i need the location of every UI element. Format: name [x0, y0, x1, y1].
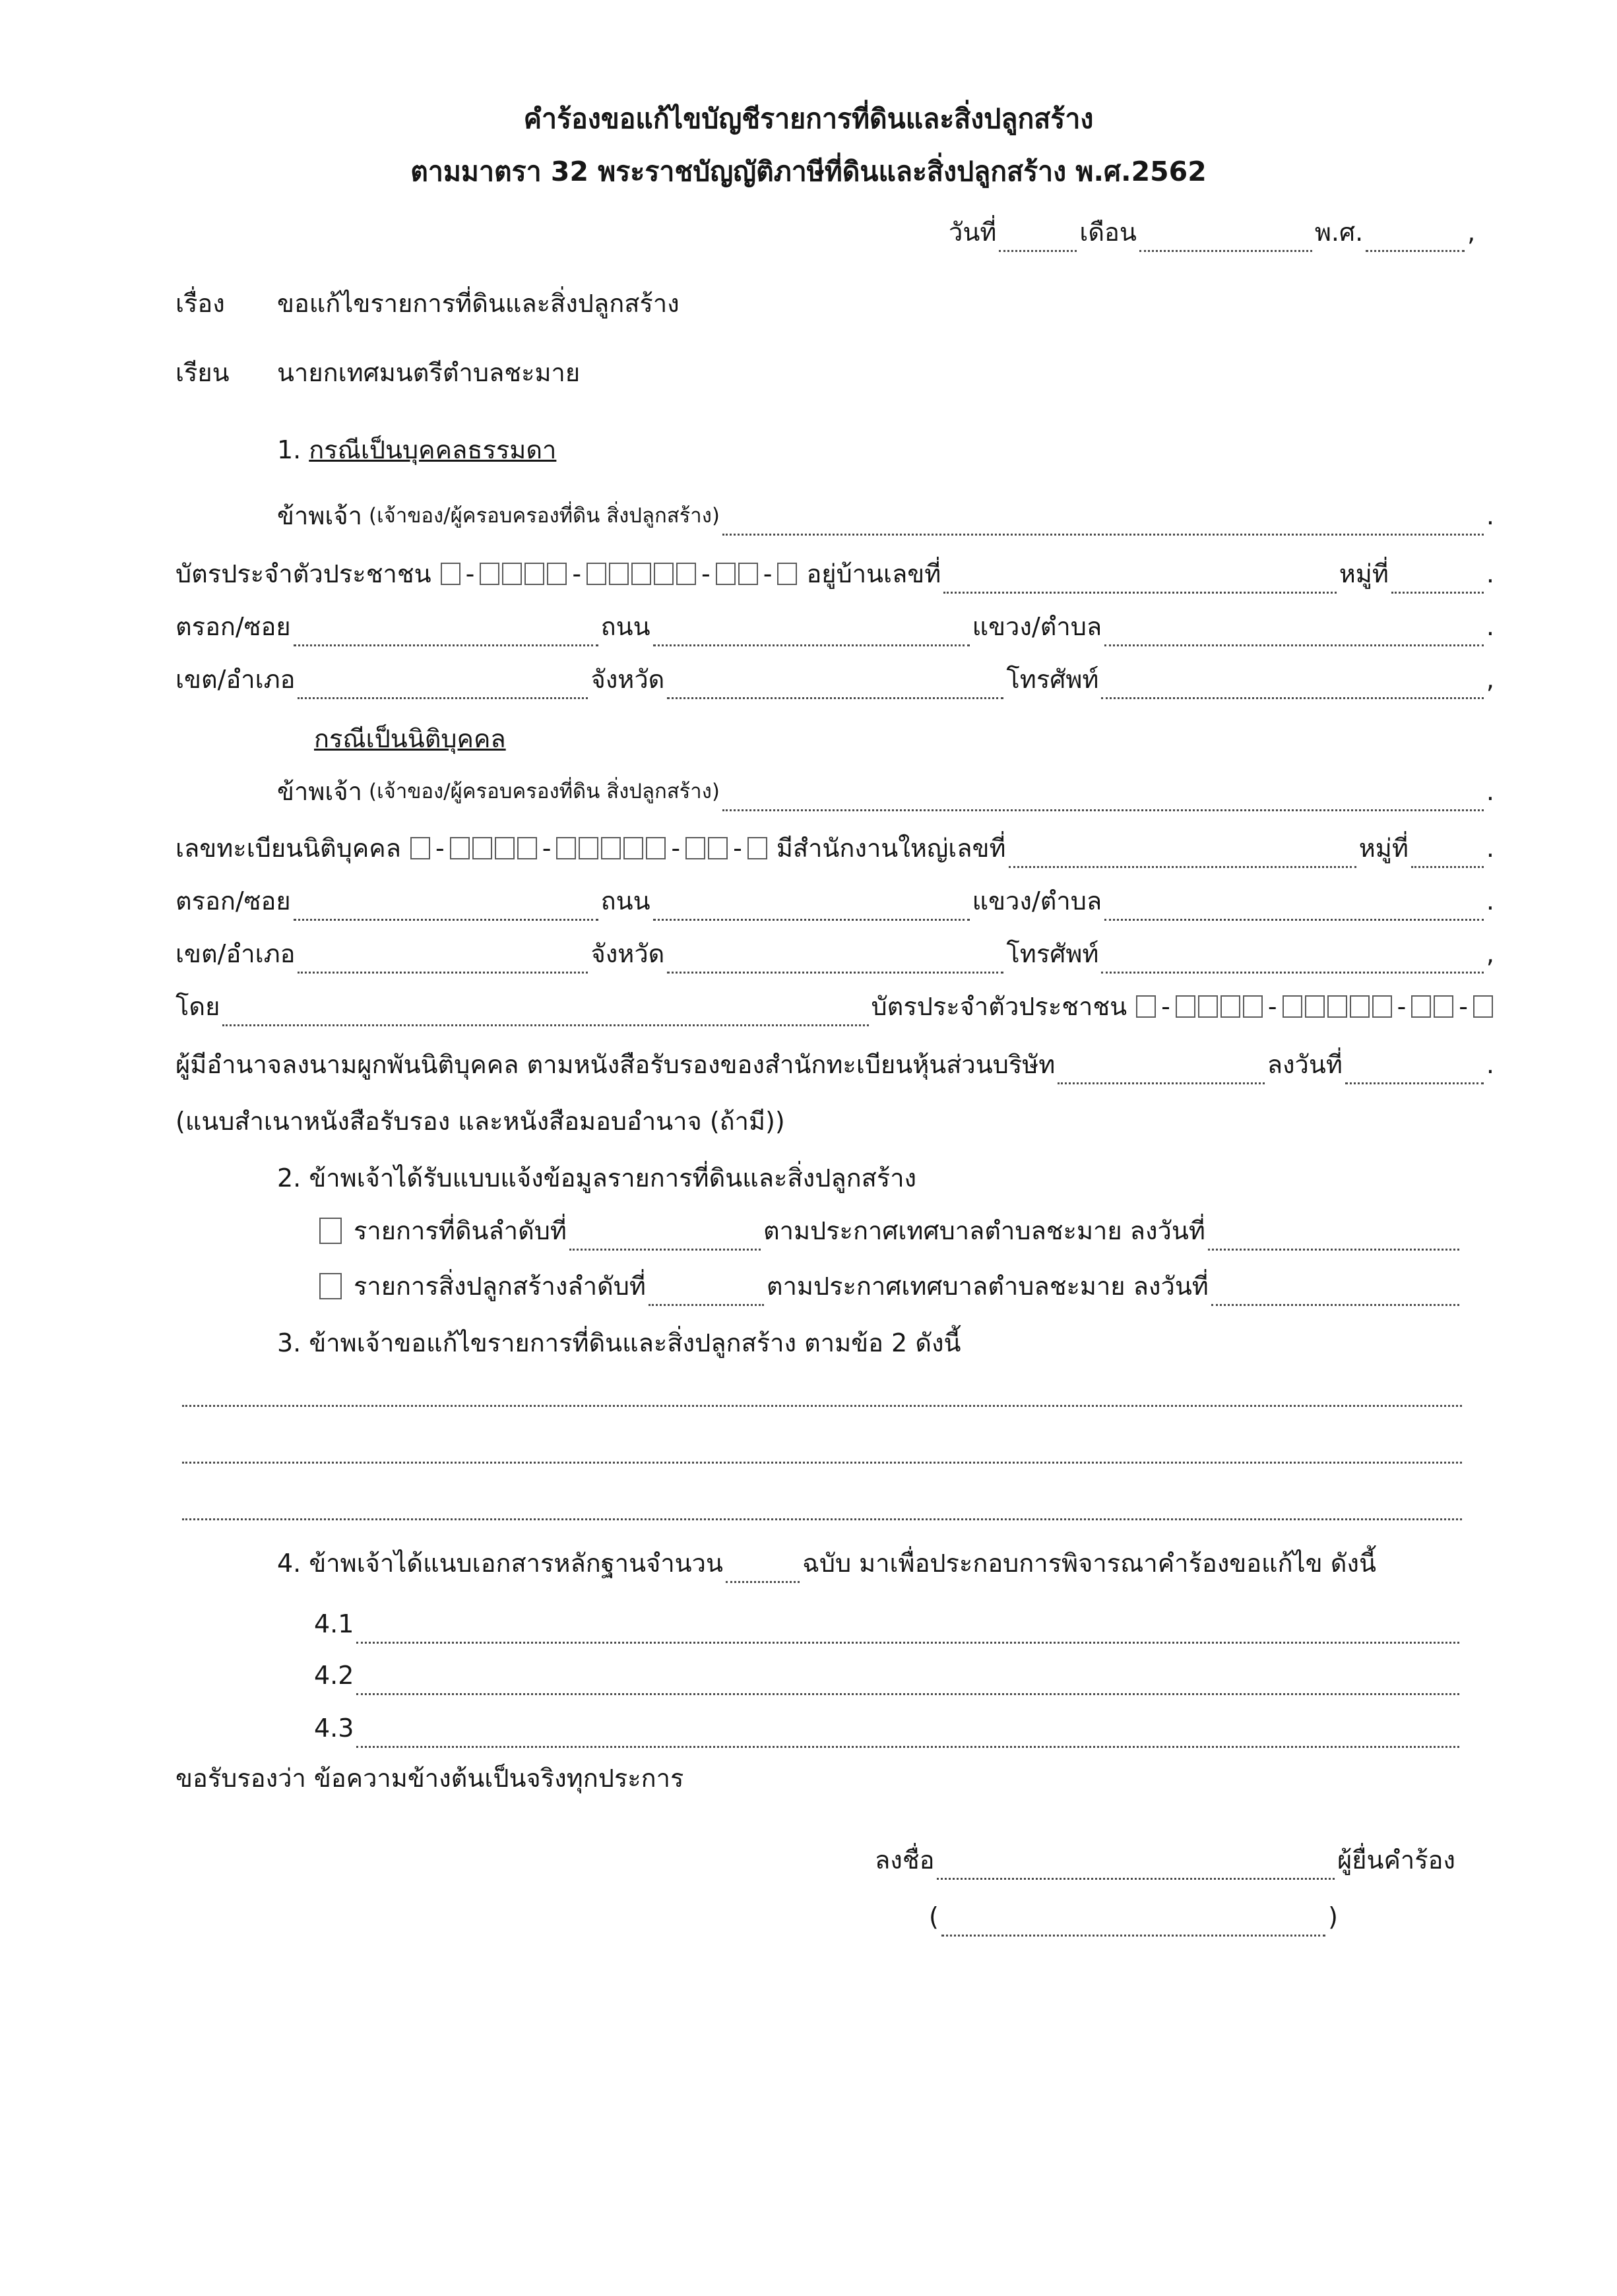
form-title-line1: คำร้องขอแก้ไขบัญชีรายการที่ดินและสิ่งปลูกสร้าง — [523, 103, 1094, 135]
juristic-district-line — [175, 934, 1494, 974]
section3-line-1[interactable] — [182, 1405, 1462, 1407]
juristic-reg-boxes[interactable]: - - - - — [409, 828, 769, 868]
natural-soi-line — [175, 607, 1494, 646]
juristic-applicant-line — [277, 772, 1494, 811]
subject-text: ขอแก้ไขรายการที่ดินและสิ่งปลูกสร้าง — [277, 289, 680, 318]
natural-applicant-note: (เจ้าของ/ผู้ครอบครองที่ดิน สิ่งปลูกสร้าง) — [368, 504, 720, 528]
juristic-heading-text: กรณีเป็นนิติบุคคล — [314, 724, 506, 753]
section2-item-building — [319, 1266, 1462, 1306]
signature-open-paren: ( — [929, 1902, 939, 1931]
natural-province-field[interactable] — [667, 668, 1003, 699]
juristic-applicant-end: . — [1486, 777, 1494, 806]
section4-count-field[interactable] — [726, 1552, 800, 1583]
building-item-announcement: ตามประกาศเทศบาลตำบลชะมาย ลงวันที่ — [766, 1272, 1209, 1301]
month-field[interactable] — [1139, 221, 1312, 252]
juristic-reg-label: เลขทะเบียนนิติบุคคล — [175, 834, 401, 863]
section4-item-3-label: 4.3 — [314, 1714, 354, 1743]
natural-subdistrict-label: แขวง/ตำบล — [972, 612, 1102, 641]
natural-district-line-end: , — [1486, 665, 1494, 694]
year-label: พ.ศ. — [1314, 218, 1364, 247]
signature-name-line — [929, 1897, 1338, 1937]
juristic-authority-line — [175, 1045, 1494, 1084]
subject-label: เรื่อง — [175, 289, 225, 318]
natural-soi-label: ตรอก/ซอย — [175, 612, 291, 641]
juristic-subdistrict-field[interactable] — [1104, 890, 1484, 921]
date-end-comma: , — [1467, 218, 1476, 247]
juristic-moo-field[interactable] — [1411, 837, 1484, 868]
building-item-number-field[interactable] — [649, 1275, 764, 1306]
natural-district-label: เขต/อำเภอ — [175, 665, 296, 694]
natural-soi-field[interactable] — [294, 615, 598, 646]
natural-district-line — [175, 660, 1494, 699]
recipient-line — [175, 353, 580, 392]
natural-phone-field[interactable] — [1101, 668, 1483, 699]
signature-name-field[interactable] — [941, 1906, 1325, 1937]
natural-id-boxes[interactable]: - - - - — [439, 554, 799, 594]
section1-number: 1. — [277, 435, 301, 464]
section3-line-3[interactable] — [182, 1518, 1462, 1520]
natural-road-field[interactable] — [653, 615, 970, 646]
natural-applicant-field[interactable] — [722, 505, 1484, 536]
land-item-label: รายการที่ดินลำดับที่ — [354, 1216, 567, 1245]
natural-id-line-end: . — [1486, 559, 1494, 588]
form-title-line2: ตามมาตรา 32 พระราชบัญญัติภาษีที่ดินและสิ่งปลูกสร้าง พ.ศ.2562 — [410, 156, 1207, 187]
signature-line — [875, 1840, 1455, 1880]
building-item-checkbox[interactable] — [319, 1273, 342, 1299]
juristic-reg-line-end: . — [1486, 834, 1494, 863]
juristic-soi-line-end: . — [1486, 886, 1494, 915]
juristic-attach-note — [175, 1101, 785, 1141]
juristic-by-id-label: บัตรประจำตัวประชาชน — [871, 992, 1127, 1021]
natural-id-label: บัตรประจำตัวประชาชน — [175, 559, 431, 588]
juristic-district-field[interactable] — [298, 943, 588, 974]
certification-text: ขอรับรองว่า ข้อความข้างต้นเป็นจริงทุกประการ — [175, 1764, 684, 1793]
signature-role: ผู้ยื่นคำร้อง — [1337, 1846, 1455, 1875]
recipient-label: เรียน — [175, 358, 230, 387]
natural-district-field[interactable] — [298, 668, 588, 699]
juristic-office-no-field[interactable] — [1009, 837, 1356, 868]
natural-house-no-label: อยู่บ้านเลขที่ — [806, 559, 941, 588]
natural-moo-field[interactable] — [1391, 563, 1484, 594]
juristic-attach-note-text: (แนบสำเนาหนังสือรับรอง และหนังสือมอบอำนาจ (ถ้ามี)) — [175, 1107, 785, 1136]
section3-heading-text: 3. ข้าพเจ้าขอแก้ไขรายการที่ดินและสิ่งปลูกสร้าง ตามข้อ 2 ดังนี้ — [277, 1328, 961, 1357]
section4-item-1-label: 4.1 — [314, 1609, 354, 1638]
juristic-phone-label: โทรศัพท์ — [1006, 939, 1099, 968]
section2-heading — [277, 1158, 916, 1198]
section4-heading-a: 4. ข้าพเจ้าได้แนบเอกสารหลักฐานจำนวน — [277, 1549, 723, 1578]
juristic-subdistrict-label: แขวง/ตำบล — [972, 886, 1102, 915]
juristic-province-field[interactable] — [667, 943, 1003, 974]
month-label: เดือน — [1079, 218, 1137, 247]
juristic-heading — [314, 719, 506, 759]
juristic-dated-label: ลงวันที่ — [1267, 1050, 1343, 1079]
section2-heading-text: 2. ข้าพเจ้าได้รับแบบแจ้งข้อมูลรายการที่ดินและสิ่งปลูกสร้าง — [277, 1164, 917, 1193]
building-item-label: รายการสิ่งปลูกสร้างลำดับที่ — [354, 1272, 646, 1301]
juristic-district-line-end: , — [1486, 939, 1494, 968]
land-item-number-field[interactable] — [569, 1220, 761, 1251]
natural-road-label: ถนน — [600, 612, 650, 641]
date-line — [949, 212, 1496, 252]
juristic-applicant-field[interactable] — [722, 780, 1484, 811]
juristic-phone-field[interactable] — [1101, 943, 1483, 974]
juristic-office-no-label: มีสำนักงานใหญ่เลขที่ — [776, 834, 1006, 863]
juristic-dated-field[interactable] — [1345, 1053, 1484, 1084]
section3-heading — [277, 1323, 961, 1363]
subject-line — [175, 284, 680, 323]
natural-id-line — [175, 554, 1494, 594]
natural-moo-label: หมู่ที่ — [1339, 559, 1389, 588]
juristic-applicant-label: ข้าพเจ้า — [277, 777, 362, 806]
juristic-by-line — [175, 987, 1494, 1026]
juristic-applicant-note: (เจ้าของ/ผู้ครอบครองที่ดิน สิ่งปลูกสร้าง) — [368, 780, 720, 803]
natural-province-label: จังหวัด — [590, 665, 665, 694]
juristic-soi-label: ตรอก/ซอย — [175, 886, 291, 915]
natural-applicant-line — [277, 496, 1494, 536]
section1-title: กรณีเป็นบุคคลธรรมดา — [309, 435, 557, 464]
section4-item-3 — [314, 1708, 1462, 1748]
year-field[interactable] — [1366, 221, 1465, 252]
section2-item-land — [319, 1211, 1462, 1251]
juristic-authority-field[interactable] — [1058, 1053, 1264, 1084]
certification-line — [175, 1758, 683, 1798]
recipient-text: นายกเทศมนตรีตำบลชะมาย — [277, 358, 581, 387]
natural-phone-label: โทรศัพท์ — [1006, 665, 1099, 694]
juristic-by-id-boxes[interactable]: - - - - — [1135, 987, 1494, 1026]
signature-label: ลงชื่อ — [875, 1846, 935, 1875]
section4-item-1-field[interactable] — [356, 1613, 1459, 1644]
natural-subdistrict-field[interactable] — [1104, 615, 1484, 646]
juristic-authority-end: . — [1486, 1050, 1494, 1079]
section4-item-2 — [314, 1656, 1462, 1695]
juristic-moo-label: หมู่ที่ — [1358, 834, 1409, 863]
section4-item-2-label: 4.2 — [314, 1661, 354, 1690]
juristic-soi-line — [175, 881, 1494, 921]
natural-applicant-label: ข้าพเจ้า — [277, 501, 362, 530]
building-item-date-field[interactable] — [1211, 1275, 1459, 1306]
section3-line-2[interactable] — [182, 1462, 1462, 1464]
juristic-by-field[interactable] — [222, 995, 868, 1026]
section4-heading-b: ฉบับ มาเพื่อประกอบการพิจารณาคำร้องขอแก้ไข ดังนี้ — [802, 1549, 1376, 1578]
section4-item-3-field[interactable] — [356, 1717, 1459, 1748]
juristic-district-label: เขต/อำเภอ — [175, 939, 296, 968]
section4-item-2-field[interactable] — [356, 1664, 1459, 1695]
natural-house-no-field[interactable] — [943, 563, 1336, 594]
section1-heading — [277, 430, 556, 470]
day-label: วันที่ — [949, 218, 997, 247]
day-field[interactable] — [999, 221, 1077, 252]
land-item-date-field[interactable] — [1208, 1220, 1459, 1251]
juristic-reg-line — [175, 828, 1494, 868]
juristic-soi-field[interactable] — [294, 890, 598, 921]
juristic-province-label: จังหวัด — [590, 939, 665, 968]
land-item-checkbox[interactable] — [319, 1218, 342, 1244]
section4-heading — [277, 1543, 1465, 1583]
juristic-by-label: โดย — [175, 992, 220, 1021]
signature-field[interactable] — [937, 1849, 1334, 1880]
natural-soi-line-end: . — [1486, 612, 1494, 641]
juristic-road-label: ถนน — [600, 886, 650, 915]
natural-applicant-end: . — [1486, 501, 1494, 530]
section4-item-1 — [314, 1604, 1462, 1644]
juristic-authority-text: ผู้มีอำนาจลงนามผูกพันนิติบุคคล ตามหนังสือรับรองของสำนักทะเบียนหุ้นส่วนบริษัท — [175, 1050, 1056, 1079]
signature-close-paren: ) — [1328, 1902, 1338, 1931]
land-item-announcement: ตามประกาศเทศบาลตำบลชะมาย ลงวันที่ — [763, 1216, 1205, 1245]
juristic-road-field[interactable] — [653, 890, 970, 921]
